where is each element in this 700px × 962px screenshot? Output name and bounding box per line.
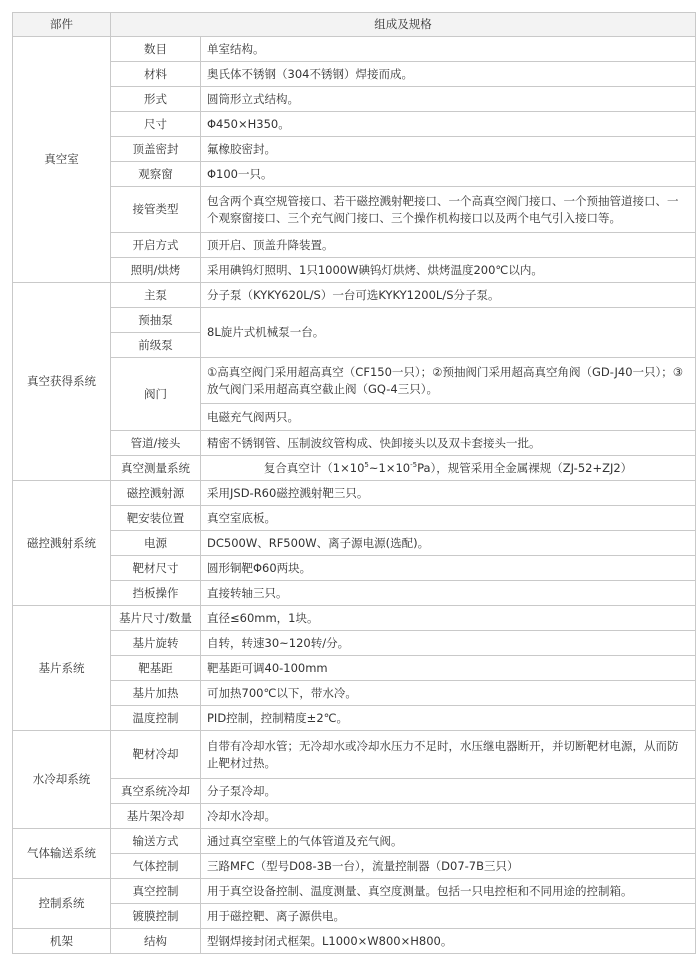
sub-label: 真空控制 [111, 879, 201, 904]
sub-label: 材料 [111, 62, 201, 87]
spec-table [12, 12, 696, 954]
spec-value: 分子泵冷却。 [201, 779, 696, 804]
table-row [13, 137, 696, 162]
table-row [13, 531, 696, 556]
spec-value: 分子泵（KYKY620L/S）一台可选KYKY1200L/S分子泵。 [201, 283, 696, 308]
sub-label: 主泵 [111, 283, 201, 308]
spec-value: 型钢焊接封闭式框架。L1000×W800×H800。 [201, 929, 696, 954]
group-water-cooling: 水冷却系统 [13, 731, 111, 829]
sub-label: 顶盖密封 [111, 137, 201, 162]
sub-label: 磁控溅射源 [111, 481, 201, 506]
sub-label: 靶安装位置 [111, 506, 201, 531]
table-row [13, 929, 696, 954]
spec-value: 圆筒形立式结构。 [201, 87, 696, 112]
table-row [13, 581, 696, 606]
sub-label: 阀门 [111, 358, 201, 431]
sub-label: 形式 [111, 87, 201, 112]
spec-value: Φ100一只。 [201, 162, 696, 187]
spec-value: 直接转轴三只。 [201, 581, 696, 606]
table-row [13, 731, 696, 779]
table-row [13, 681, 696, 706]
spec-value: DC500W、RF500W、离子源电源(选配)。 [201, 531, 696, 556]
table-row [13, 631, 696, 656]
group-control: 控制系统 [13, 879, 111, 929]
table-row [13, 431, 696, 456]
table-row [13, 706, 696, 731]
spec-value: 真空室底板。 [201, 506, 696, 531]
spec-value: 可加热700℃以下，带水冷。 [201, 681, 696, 706]
sub-label: 真空系统冷却 [111, 779, 201, 804]
spec-value: 三路MFC（型号D08-3B一台），流量控制器（D07-7B三只） [201, 854, 696, 879]
sub-label: 靶材尺寸 [111, 556, 201, 581]
sub-label: 镀膜控制 [111, 904, 201, 929]
spec-value: 采用碘钨灯照明、1只1000W碘钨灯烘烤、烘烤温度200℃以内。 [201, 258, 696, 283]
spec-value: 奥氏体不锈钢（304不锈钢）焊接而成。 [201, 62, 696, 87]
table-row [13, 879, 696, 904]
spec-value: 包含两个真空规管接口、若干磁控溅射靶接口、一个高真空阀门接口、一个预抽管道接口、一个观察窗接口、三个充气阀门接口、三个操作机构接口以及两个电气引入接口等。 [201, 187, 696, 233]
sub-label: 数目 [111, 37, 201, 62]
spec-value: 单室结构。 [201, 37, 696, 62]
table-row [13, 112, 696, 137]
spec-value: 用于真空设备控制、温度测量、真空度测量。包括一只电控柜和不同用途的控制箱。 [201, 879, 696, 904]
spec-value: 冷却水冷却。 [201, 804, 696, 829]
table-row [13, 37, 696, 62]
table-row [13, 308, 696, 333]
header-part: 部件 [13, 13, 111, 37]
spec-value: 自转，转速30~120转/分。 [201, 631, 696, 656]
group-gas-delivery: 气体输送系统 [13, 829, 111, 879]
spec-value: PID控制，控制精度±2℃。 [201, 706, 696, 731]
group-vacuum-chamber: 真空室 [13, 37, 111, 283]
spec-value: 用于磁控靶、离子源供电。 [201, 904, 696, 929]
spec-value: ①高真空阀门采用超高真空（CF150一只）；②预抽阀门采用超高真空角阀（GD-J40一只）；③放气阀门采用超高真空截止阀（GQ-4三只）。 [201, 358, 696, 404]
sub-label: 温度控制 [111, 706, 201, 731]
sub-label: 靶基距 [111, 656, 201, 681]
sub-label: 前级泵 [111, 333, 201, 358]
spec-value: 圆形铜靶Φ60两块。 [201, 556, 696, 581]
group-vacuum-acquisition: 真空获得系统 [13, 283, 111, 481]
sub-label: 照明/烘烤 [111, 258, 201, 283]
table-row [13, 556, 696, 581]
spec-value: 靶基距可调40-100mm [201, 656, 696, 681]
spec-value: 通过真空室壁上的气体管道及充气阀。 [201, 829, 696, 854]
sub-label: 管道/接头 [111, 431, 201, 456]
table-row [13, 804, 696, 829]
spec-value: 精密不锈钢管、压制波纹管构成、快卸接头以及双卡套接头一批。 [201, 431, 696, 456]
header-spec: 组成及规格 [111, 13, 696, 37]
sub-label: 气体控制 [111, 854, 201, 879]
table-row [13, 606, 696, 631]
sub-label: 结构 [111, 929, 201, 954]
sub-label: 观察窗 [111, 162, 201, 187]
spec-value: 顶开启、顶盖升降装置。 [201, 233, 696, 258]
spec-value: Φ450×H350。 [201, 112, 696, 137]
table-row [13, 904, 696, 929]
sub-label: 电源 [111, 531, 201, 556]
table-row [13, 87, 696, 112]
table-header-row [13, 13, 696, 37]
sub-label: 基片架冷却 [111, 804, 201, 829]
measurement-spec: 复合真空计$(1\times 10^5\sim 1\times 10^{-5}Pa)$，规管采用全金属裸规（ZJ-52+ZJ2） [201, 456, 696, 481]
table-row [13, 187, 696, 233]
group-substrate: 基片系统 [13, 606, 111, 731]
sub-label: 接管类型 [111, 187, 201, 233]
table-row [13, 358, 696, 404]
spec-value: 直径≤60mm，1块。 [201, 606, 696, 631]
sub-label: 开启方式 [111, 233, 201, 258]
table-row [13, 162, 696, 187]
table-row [13, 283, 696, 308]
sub-label: 基片尺寸/数量 [111, 606, 201, 631]
sub-label: 基片旋转 [111, 631, 201, 656]
spec-value: 自带有冷却水管；无冷却水或冷却水压力不足时，水压继电器断开，并切断靶材电源，从而防止靶材过热。 [201, 731, 696, 779]
table-row [13, 481, 696, 506]
spec-value: 采用JSD-R60磁控溅射靶三只。 [201, 481, 696, 506]
table-row [13, 854, 696, 879]
spec-value: 电磁充气阀两只。 [201, 404, 696, 431]
group-vacuum-measurement: 真空测量系统 [111, 456, 201, 481]
table-row [13, 456, 696, 481]
group-sputtering: 磁控溅射系统 [13, 481, 111, 606]
table-row [13, 779, 696, 804]
sub-label: 输送方式 [111, 829, 201, 854]
sub-label: 尺寸 [111, 112, 201, 137]
table-row [13, 656, 696, 681]
sub-label: 基片加热 [111, 681, 201, 706]
table-row [13, 62, 696, 87]
table-row [13, 829, 696, 854]
sub-label: 挡板操作 [111, 581, 201, 606]
spec-value: 氟橡胶密封。 [201, 137, 696, 162]
table-row [13, 233, 696, 258]
sub-label: 预抽泵 [111, 308, 201, 333]
group-frame: 机架 [13, 929, 111, 954]
sub-label: 靶材冷却 [111, 731, 201, 779]
table-row [13, 506, 696, 531]
table-row [13, 258, 696, 283]
spec-value: 8L旋片式机械泵一台。 [201, 308, 696, 358]
